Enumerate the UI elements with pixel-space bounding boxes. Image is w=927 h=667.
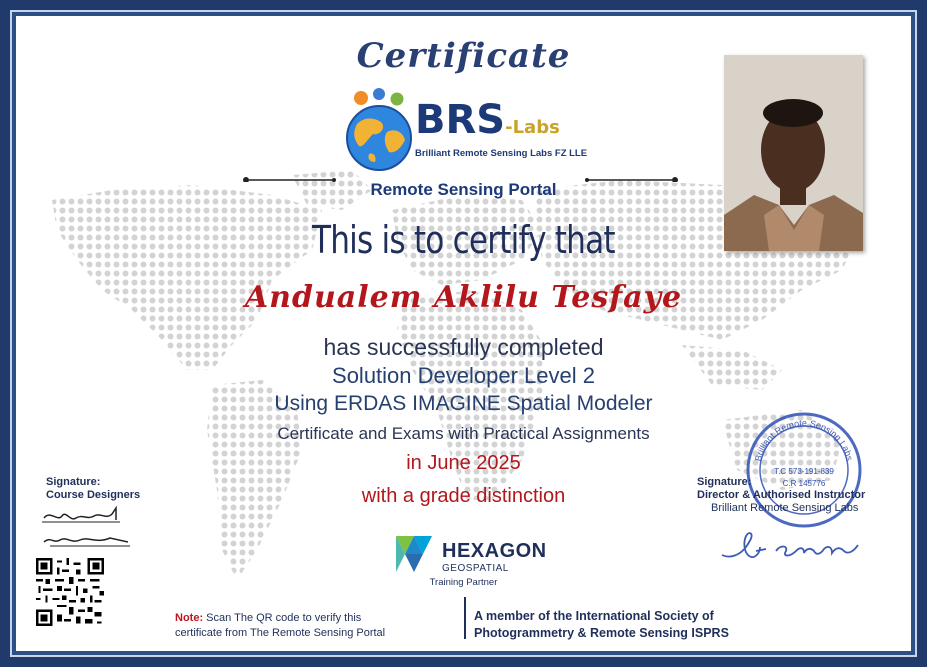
course-designers-signature-block (46, 476, 140, 502)
verification-note (175, 611, 385, 641)
note-label: Note: (175, 612, 204, 624)
verification-qr-code (36, 558, 104, 626)
brs-tagline: Brilliant Remote Sensing Labs FZ LLE (415, 148, 588, 159)
partner-caption: Training Partner (429, 577, 498, 588)
brs-logo-text (415, 97, 588, 159)
portal-name: Remote Sensing Portal (370, 180, 557, 199)
hexagon-logo-icon (392, 532, 436, 576)
grade-line: with a grade distinction (361, 485, 566, 507)
recipient-name: Andualem Aklilu Tesfaye (244, 280, 683, 315)
signature-role-right: Director & Authorised Instructor (697, 489, 866, 501)
isprs-membership (474, 608, 729, 642)
stamp-line-2: C.R 145776 (782, 479, 826, 488)
recipient-photo (724, 55, 863, 251)
signature-role-left: Course Designers (46, 489, 141, 501)
brs-brand (415, 97, 587, 148)
date-line: in June 2025 (406, 452, 521, 474)
signature-label-right: Signature: (697, 476, 752, 488)
signature-org-right: Brilliant Remote Sensing Labs (711, 502, 859, 514)
completed-line: has successfully completed (323, 334, 604, 360)
brs-brand-suffix: -Labs (505, 117, 560, 138)
note-line-2: certificate from The Remote Sensing Portal (175, 627, 386, 639)
member-line-1: A member of the International Society of (474, 609, 714, 623)
course-subtitle: Using ERDAS IMAGINE Spatial Modeler (274, 392, 653, 415)
course-detail: Certificate and Exams with Practical Assignments (277, 424, 650, 443)
certificate-heading: Certificate (356, 36, 571, 76)
footer-divider (464, 597, 466, 639)
signature-label-left: Signature: (46, 476, 101, 488)
partner-subtitle: GEOSPATIAL (442, 563, 509, 574)
portrait-image (724, 55, 863, 251)
stamp-line-1: T.C 573-191-839 (774, 467, 834, 476)
course-title: Solution Developer Level 2 (332, 363, 595, 388)
partner-name: HEXAGON (442, 540, 547, 562)
director-signature-block (697, 476, 865, 515)
stamp-arc-text: Brilliant Remote Sensing Labs (752, 417, 855, 463)
brs-brand-name: BRS (415, 97, 506, 143)
course-designer-handwritten-signature (40, 500, 140, 560)
brs-globe-logo (343, 88, 415, 174)
note-line-1: Scan The QR code to verify this (206, 612, 362, 624)
director-handwritten-signature (720, 525, 870, 565)
member-line-2: Photogrammetry & Remote Sensing ISPRS (474, 626, 729, 640)
certify-line: This is to certify that (312, 218, 615, 262)
